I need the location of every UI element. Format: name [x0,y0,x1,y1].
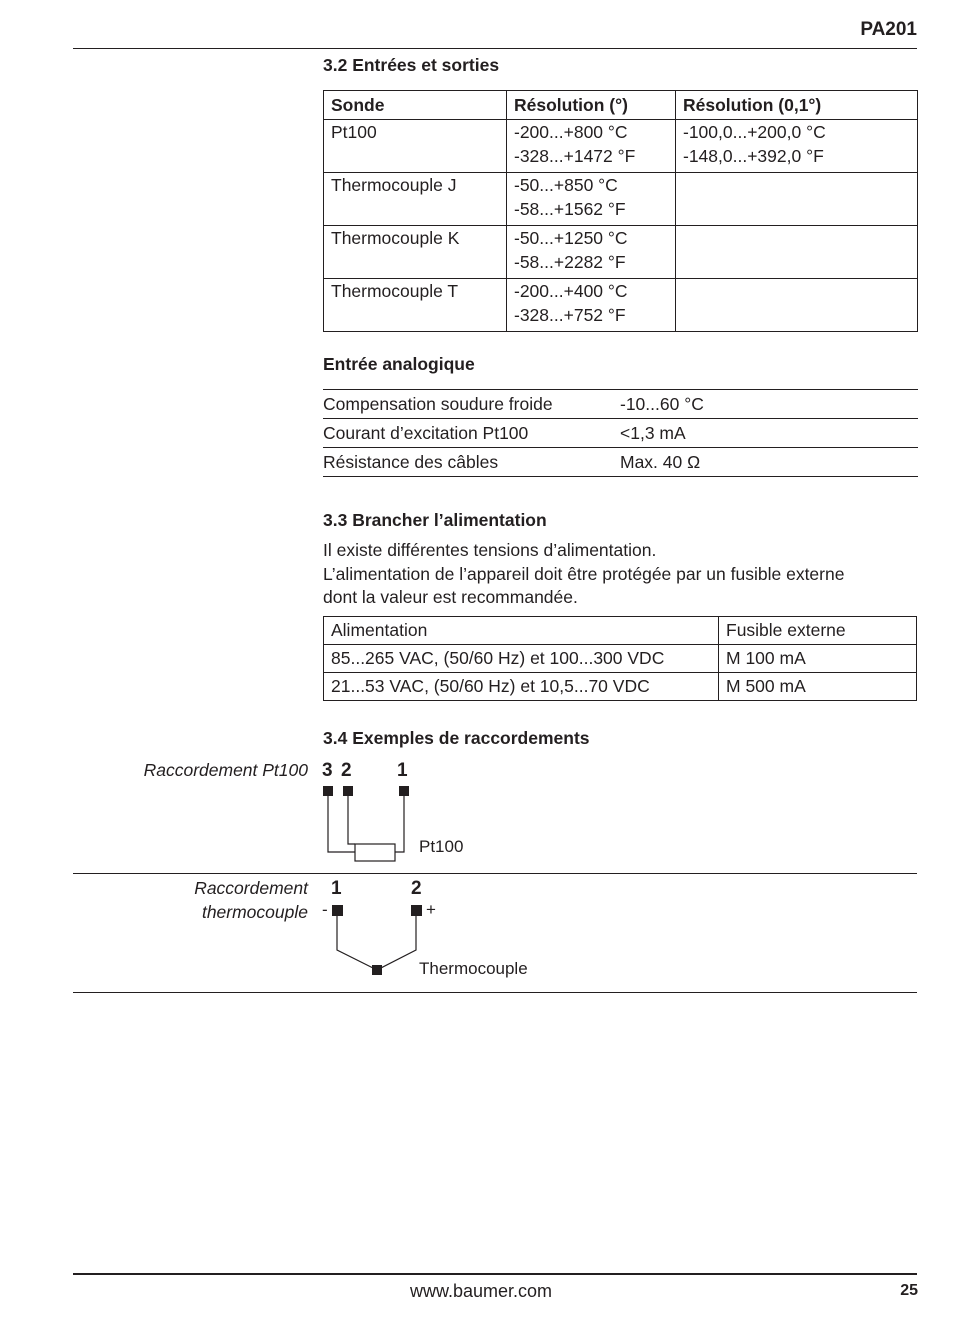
junction-symbol [372,965,382,975]
sensor-table [323,90,918,332]
fuse-cell: M 100 mA [719,645,917,673]
table-row [324,120,918,173]
power-supply-table [323,616,917,701]
section-3-3-title: 3.3 Brancher l’alimentation [323,510,547,530]
plus-sign: + [426,900,436,919]
table-row [324,673,917,701]
tc-terminal-1-block [332,905,343,916]
table-row [323,419,918,448]
document-code: PA201 [860,19,917,40]
col-header-resolution-decimal: Résolution (0,1°) [676,91,918,120]
resolution-decimal-cell [676,279,918,332]
table-header-row [324,91,918,120]
sensor-name: Thermocouple K [324,226,507,279]
analog-input-title: Entrée analogique [323,354,475,374]
page-number: 25 [900,1282,918,1299]
tc-terminal-2-label: 2 [411,878,422,899]
col-header-sonde: Sonde [324,91,507,120]
analog-input-table [323,389,918,477]
power-paragraph: Il existe différentes tensions d’alimentation. L’alimentation de l’appareil doit être protégée par un fusible externe dont la valeur est recommandée. [323,540,845,607]
resolution-decimal-cell [676,173,918,226]
resolution-decimal-cell [676,226,918,279]
resolution-cell: -50...+850 °C -58...+1562 °F [507,173,676,226]
supply-cell: 21...53 VAC, (50/60 Hz) et 10,5...70 VDC [324,673,719,701]
sensor-name: Pt100 [324,120,507,173]
terminal-3-label: 3 [322,760,333,781]
footer-website: www.baumer.com [410,1281,553,1301]
sensor-name: Thermocouple J [324,173,507,226]
supply-cell: 85...265 VAC, (50/60 Hz) et 100...300 VDC [324,645,719,673]
table-row [324,226,918,279]
terminal-3-block [323,786,333,796]
thermocouple-connection-label: Raccordement thermocouple [194,878,308,922]
spec-value: Max. 40 Ω [620,448,918,477]
resolution-cell: -200...+800 °C -328...+1472 °F [507,120,676,173]
thermocouple-component-label: Thermocouple [419,959,528,978]
col-header-fuse: Fusible externe [719,617,917,645]
spec-value: <1,3 mA [620,419,918,448]
section-3-4-title: 3.4 Exemples de raccordements [323,728,590,748]
spec-value: -10...60 °C [620,390,918,419]
tc-terminal-1-label: 1 [331,878,342,899]
fuse-cell: M 500 mA [719,673,917,701]
col-header-supply: Alimentation [324,617,719,645]
tc-terminal-2-block [411,905,422,916]
col-header-resolution: Résolution (°) [507,91,676,120]
header-rule [73,48,917,49]
spec-label: Courant d’excitation Pt100 [323,419,620,448]
table-row [324,173,918,226]
spec-label: Compensation soudure froide [323,390,620,419]
terminal-2-label: 2 [341,760,352,781]
pt100-connection-label: Raccordement Pt100 [143,760,308,780]
resolution-cell: -50...+1250 °C -58...+2282 °F [507,226,676,279]
section-3-2-title: 3.2 Entrées et sorties [323,55,500,75]
resolution-decimal-cell: -100,0...+200,0 °C -148,0...+392,0 °F [676,120,918,173]
terminal-1-label: 1 [397,760,408,781]
terminal-1-block [399,786,409,796]
footer-rule [73,1273,917,1275]
table-row [323,448,918,477]
spec-label: Résistance des câbles [323,448,620,477]
terminal-2-block [343,786,353,796]
table-row [323,390,918,419]
section-end-rule [73,992,917,993]
pt100-wiring-diagram [318,782,418,866]
table-row [324,645,917,673]
minus-sign: - [322,900,328,919]
resolution-cell: -200...+400 °C -328...+752 °F [507,279,676,332]
table-row [324,279,918,332]
table-header-row [324,617,917,645]
divider-rule [73,873,917,874]
thermocouple-wiring-diagram [320,900,430,980]
pt100-component-label: Pt100 [419,837,464,856]
resistor-symbol [355,844,395,861]
sensor-name: Thermocouple T [324,279,507,332]
